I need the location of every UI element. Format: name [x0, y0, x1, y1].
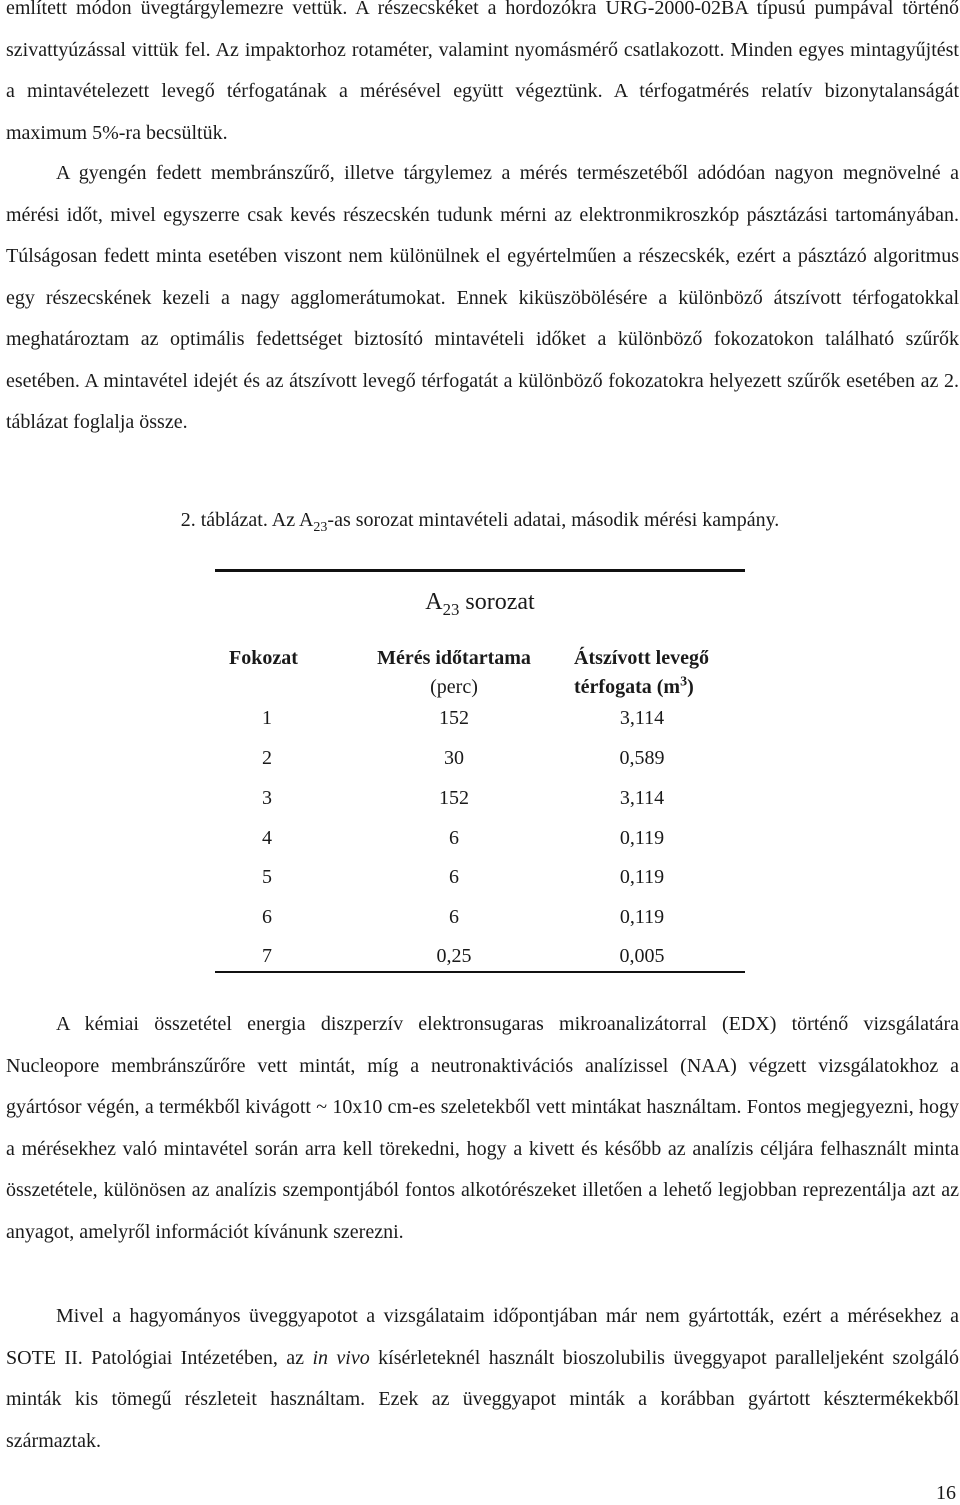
- caption-prefix: 2. táblázat. Az A: [180, 509, 314, 531]
- cell-fokozat: 1: [262, 707, 272, 729]
- cell-fokozat: 4: [262, 827, 272, 849]
- cell-fokozat: 7: [262, 945, 272, 967]
- column-header-levego-line2-suffix: ): [687, 676, 694, 698]
- cell-fokozat: 2: [262, 747, 272, 769]
- table-top-rule: [215, 569, 745, 572]
- cell-terfogat: 3,114: [619, 707, 665, 729]
- table-row: [0, 863, 960, 891]
- table-title-rest: sorozat: [459, 589, 535, 615]
- table-title-subscript: 23: [442, 599, 460, 619]
- cell-ido: 6: [449, 866, 459, 888]
- cell-ido: 0,25: [436, 945, 472, 967]
- cell-terfogat: 0,119: [619, 906, 665, 928]
- table-title-main: A: [425, 589, 443, 615]
- column-header-levego-line2-prefix: térfogata (m: [574, 676, 681, 698]
- table-row: [0, 744, 960, 772]
- column-header-levego-superscript: 3: [680, 674, 688, 690]
- cell-fokozat: 6: [262, 906, 272, 928]
- caption-suffix: -as sorozat mintavételi adatai, második mérési kampány.: [327, 509, 780, 531]
- column-header-meres-line1: Mérés időtartama: [377, 647, 531, 669]
- table-row: [0, 784, 960, 812]
- column-header-levego-line1: Átszívott levegő: [574, 647, 709, 669]
- table-bottom-rule: [215, 971, 745, 973]
- column-header-atszivott-levego: [574, 644, 709, 702]
- table-row: [0, 704, 960, 732]
- paragraph-sampling-method: említett módon üvegtárgylemezre vettük. A részecskéket a hordozókra URG-2000-02BA típusú pumpával történő szivattyúzással vittük fel. Az impaktorhoz rotaméter, valamint nyomásmérő csatlakozott. Minden egyes mintagyűjtést a mintavételezett levegő térfogatának a mérésével együtt végeztünk. A térfogatmérés relatív bizonytalanságát maximum 5%-ra becsültük.: [6, 0, 959, 144]
- paragraph-chemical-analysis: A kémiai összetétel energia diszperzív elektronsugaras mikroanalizátorral (EDX) történő vizsgálatára Nucleopore membránszűrőre vett mintát, míg a neutronaktivációs analízissel (NAA) végzett vizsgálatokhoz a gyártósor végén, a termékből kivágott ~ 10x10 cm-es szeletekből vett mintákat használtam. Fontos megjegyezni, hogy a mérésekhez való mintavétel során arra kell törekedni, hogy a kivett és később az analízis céljára felhasznált minta összetétele, különösen az analízis szempontjából fontos alkotórészeket illetően a lehető legjobban reprezentálja azt az anyagot, amelyről információt kívánunk szerezni.: [6, 1013, 959, 1243]
- page-number: 16: [936, 1482, 956, 1504]
- cell-fokozat: 3: [262, 787, 272, 809]
- column-header-fokozat: Fokozat: [229, 647, 298, 669]
- paragraph-coverage-optimization: A gyengén fedett membránszűrő, illetve tárgylemez a mérés természetéből adódóan nagyon megnövelné a mérési időt, mivel egyszerre csak kevés részecskén tudunk mérni az elektronmikroszkóp pásztázási tartományában. Túlságosan fedett minta esetében viszont nem különülnek el egyértelműen a részecskék, ezért a pásztázó algoritmus egy részecskének kezeli a nagy agglomerátumokat. Ennek kiküszöbölésére a különböző átszívott térfogatokkal meghatároztam az optimális fedettséget biztosító mintavételi időket a különböző fokozatokon található szűrők esetében. A mintavétel idejét és az átszívott levegő térfogatát a különböző fokozatokra helyezett szűrők esetében az 2. táblázat foglalja össze.: [6, 162, 959, 433]
- cell-terfogat: 0,005: [619, 945, 665, 967]
- cell-terfogat: 0,589: [619, 747, 665, 769]
- cell-terfogat: 3,114: [619, 787, 665, 809]
- cell-fokozat: 5: [262, 866, 272, 888]
- cell-terfogat: 0,119: [619, 866, 665, 888]
- cell-ido: 30: [444, 747, 464, 769]
- table-caption: [0, 506, 960, 534]
- table-row: [0, 824, 960, 852]
- column-header-meres-idotartama: [359, 644, 549, 702]
- cell-ido: 152: [439, 707, 469, 729]
- cell-ido: 6: [449, 827, 459, 849]
- cell-ido: 152: [439, 787, 469, 809]
- table-row: [0, 942, 960, 970]
- column-header-levego-line2: [574, 673, 709, 702]
- table-title: [215, 586, 745, 618]
- paragraph4-italic: in vivo: [312, 1346, 370, 1369]
- cell-ido: 6: [449, 906, 459, 928]
- paragraph4-after: kísérleteknél használt bioszolubilis üveggyapot paralleljeként szolgáló minták kis tömegű részleteit használtam. Ezek az üveggyapot minták a korábban gyártott késztermékekből származtak.: [6, 1346, 959, 1452]
- cell-terfogat: 0,119: [619, 827, 665, 849]
- paragraph4-before: Mivel a hagyományos üveggyapotot a vizsgálataim időpontjában már nem gyártották, ezért a mérésekhez a SOTE II. Patológiai Intézetében, az: [6, 1305, 959, 1369]
- column-header-meres-line2: (perc): [430, 676, 478, 698]
- caption-subscript: 23: [313, 520, 328, 535]
- table-row: [0, 903, 960, 931]
- paragraph-glass-wool-samples: [6, 1296, 959, 1462]
